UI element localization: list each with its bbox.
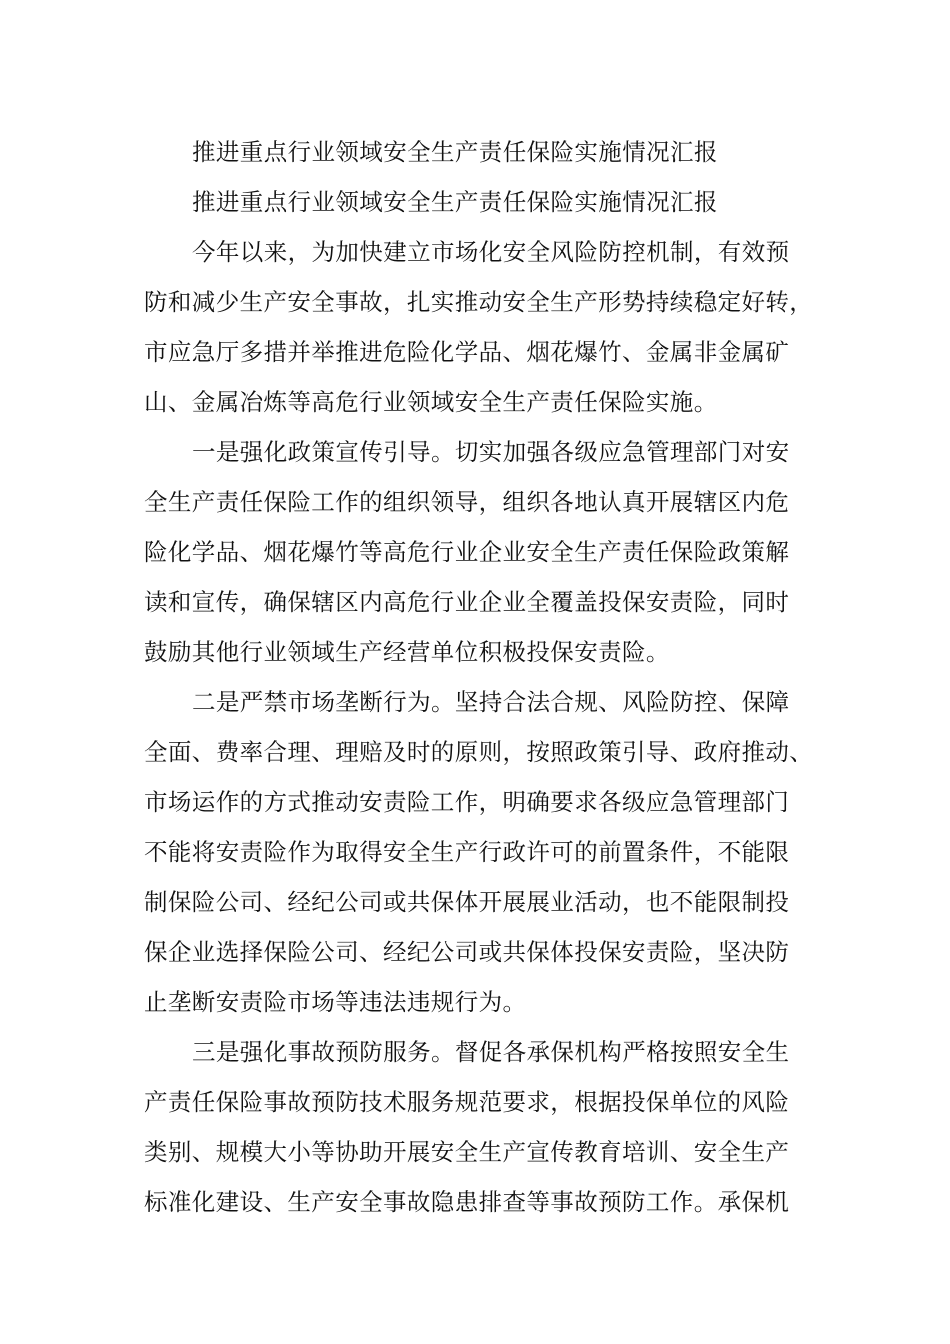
document-heading-repeat: 推进重点行业领域安全生产责任保险实施情况汇报: [192, 188, 718, 216]
text-line: 市场运作的方式推动安责险工作，明确要求各级应急管理部门: [144, 788, 790, 816]
text-line: 三是强化事故预防服务。督促各承保机构严格按照安全生: [192, 1038, 790, 1066]
text-line: 险化学品、烟花爆竹等高危行业企业安全生产责任保险政策解: [144, 538, 790, 566]
text-line: 标准化建设、生产安全事故隐患排查等事故预防工作。承保机: [144, 1188, 790, 1216]
text-line: 鼓励其他行业领域生产经营单位积极投保安责险。: [144, 638, 670, 666]
document-body: [144, 127, 824, 1227]
text-line: 全生产责任保险工作的组织领导，组织各地认真开展辖区内危: [144, 488, 790, 516]
text-line: 一是强化政策宣传引导。切实加强各级应急管理部门对安: [192, 438, 790, 466]
text-line: 今年以来，为加快建立市场化安全风险防控机制，有效预: [192, 238, 790, 266]
text-line: 类别、规模大小等协助开展安全生产宣传教育培训、安全生产: [144, 1138, 790, 1166]
text-line: 防和减少生产安全事故，扎实推动安全生产形势持续稳定好转，: [144, 288, 814, 316]
text-line: 不能将安责险作为取得安全生产行政许可的前置条件，不能限: [144, 838, 790, 866]
document-title: 推进重点行业领域安全生产责任保险实施情况汇报: [192, 138, 718, 166]
text-line: 全面、费率合理、理赔及时的原则，按照政策引导、政府推动、: [144, 738, 814, 766]
text-line: 止垄断安责险市场等违法违规行为。: [144, 988, 527, 1016]
text-line: 读和宣传，确保辖区内高危行业企业全覆盖投保安责险，同时: [144, 588, 790, 616]
text-line: 山、金属冶炼等高危行业领域安全生产责任保险实施。: [144, 388, 718, 416]
text-line: 产责任保险事故预防技术服务规范要求，根据投保单位的风险: [144, 1088, 790, 1116]
text-line: 制保险公司、经纪公司或共保体开展展业活动，也不能限制投: [144, 888, 790, 916]
text-line: 保企业选择保险公司、经纪公司或共保体投保安责险，坚决防: [144, 938, 790, 966]
text-line: 二是严禁市场垄断行为。坚持合法合规、风险防控、保障: [192, 688, 790, 716]
text-line: 市应急厅多措并举推进危险化学品、烟花爆竹、金属非金属矿: [144, 338, 790, 366]
